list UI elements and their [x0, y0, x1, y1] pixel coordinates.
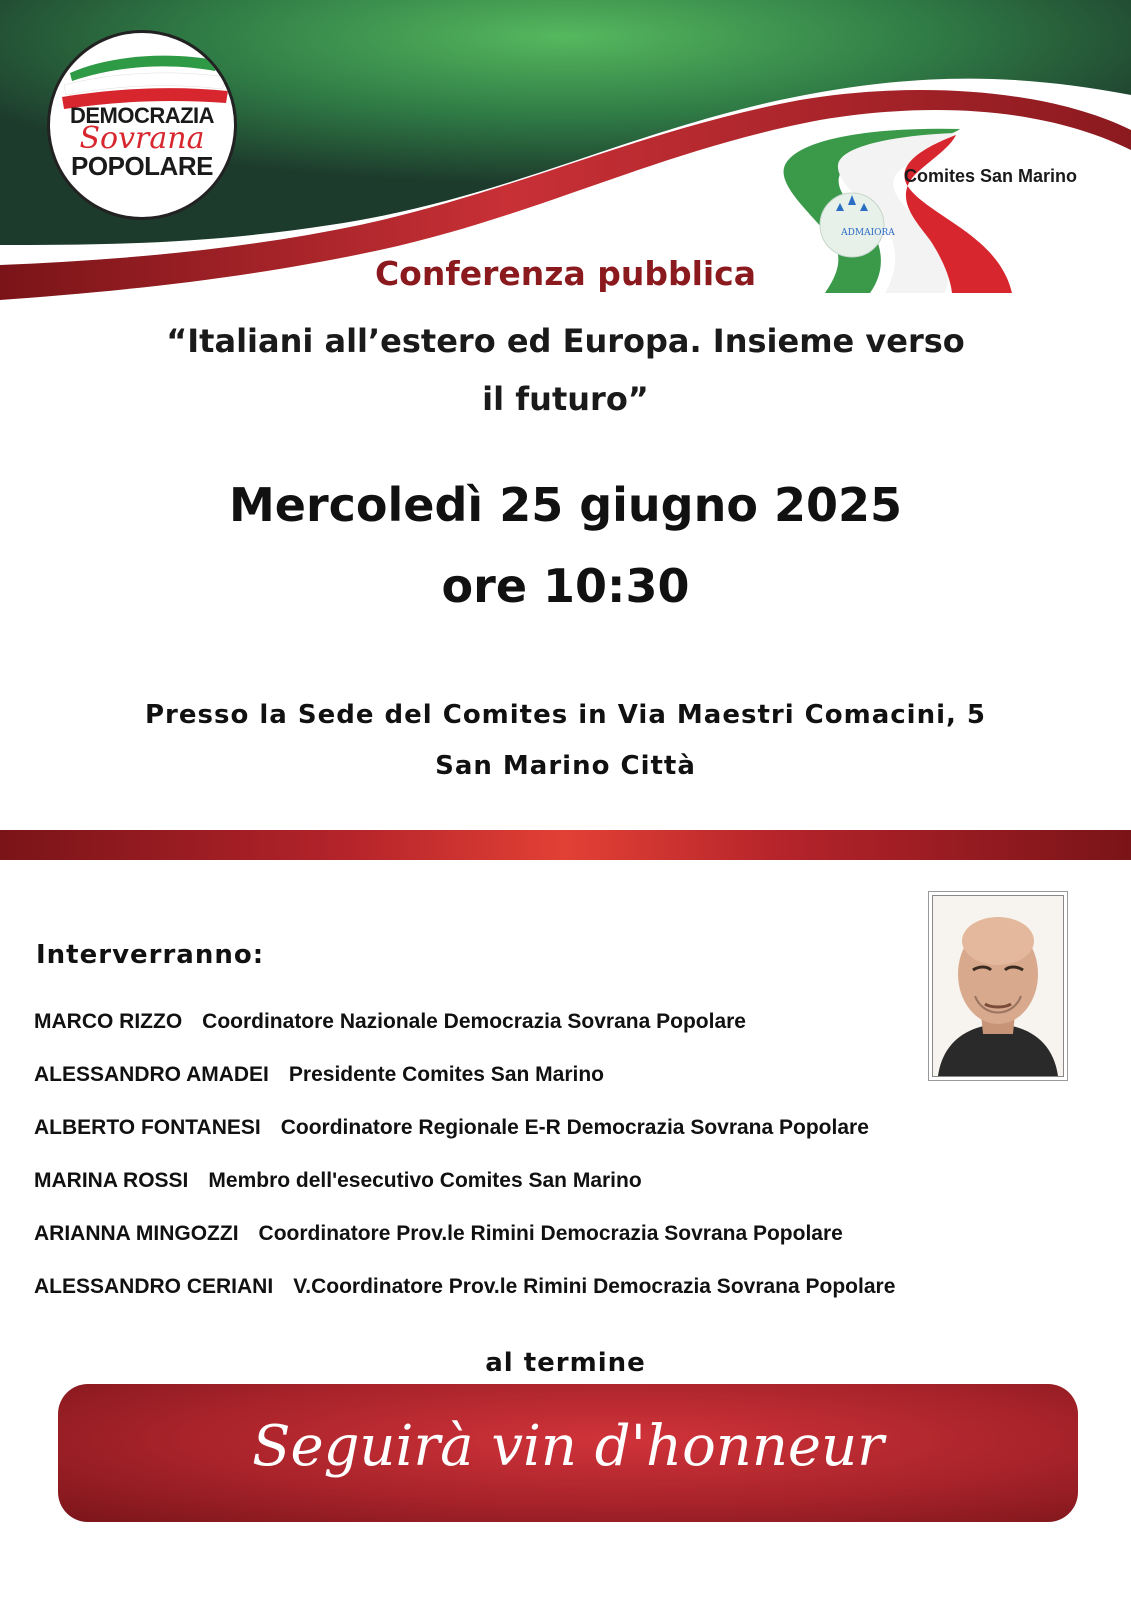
- speaker-role: Presidente Comites San Marino: [288, 1063, 604, 1086]
- speaker-role: Membro dell'esecutivo Comites San Marino: [208, 1169, 642, 1192]
- closing-intro: al termine: [485, 1348, 646, 1378]
- speaker-role: Coordinatore Nazionale Democrazia Sovrana Popolare: [202, 1010, 746, 1033]
- event-type: Conferenza pubblica: [374, 254, 757, 293]
- dsp-logo-line3: POPOLARE: [71, 151, 213, 181]
- event-time: ore 10:30: [441, 559, 690, 613]
- speaker-role: Coordinatore Regionale E-R Democrazia Sovrana Popolare: [280, 1116, 869, 1139]
- event-venue-line2: San Marino Città: [435, 751, 696, 781]
- speaker-role: Coordinatore Prov.le Rimini Democrazia Sovrana Popolare: [258, 1222, 843, 1245]
- closing-text: Seguirà vin d'honneur: [252, 1414, 884, 1479]
- speaker-row: [34, 1010, 1114, 1063]
- speaker-row: [34, 1275, 1114, 1328]
- speaker-list: [34, 1010, 1114, 1328]
- comites-label: Comites San Marino: [904, 166, 1078, 186]
- speaker-role: V.Coordinatore Prov.le Rimini Democrazia Sovrana Popolare: [293, 1275, 896, 1298]
- speaker-name: ALESSANDRO AMADEI: [34, 1063, 269, 1086]
- speakers-heading: Interverranno:: [36, 940, 265, 970]
- event-date: Mercoledì 25 giugno 2025: [229, 478, 902, 532]
- speaker-row: [34, 1222, 1114, 1275]
- dsp-logo: [47, 30, 237, 220]
- dsp-logo-line2: Sovrana: [79, 121, 205, 156]
- speaker-name: ALESSANDRO CERIANI: [34, 1275, 274, 1298]
- divider-band: [0, 830, 1131, 860]
- speaker-name: MARCO RIZZO: [34, 1010, 183, 1033]
- speaker-name: ARIANNA MINGOZZI: [34, 1222, 239, 1245]
- speaker-name: ALBERTO FONTANESI: [34, 1116, 261, 1139]
- closing-banner: [58, 1384, 1078, 1522]
- comites-emblem-text: ADMAIORA: [841, 228, 895, 238]
- speaker-row: [34, 1116, 1114, 1169]
- event-title: “Italiani all’estero ed Europa. Insieme verso il futuro”: [166, 322, 965, 418]
- speaker-row: [34, 1169, 1114, 1222]
- speaker-row: [34, 1063, 1114, 1116]
- dsp-logo-line1: DEMOCRAZIA: [69, 103, 215, 128]
- speaker-name: MARINA ROSSI: [34, 1169, 189, 1192]
- event-venue-line1: Presso la Sede del Comites in Via Maestri Comacini, 5: [144, 700, 987, 730]
